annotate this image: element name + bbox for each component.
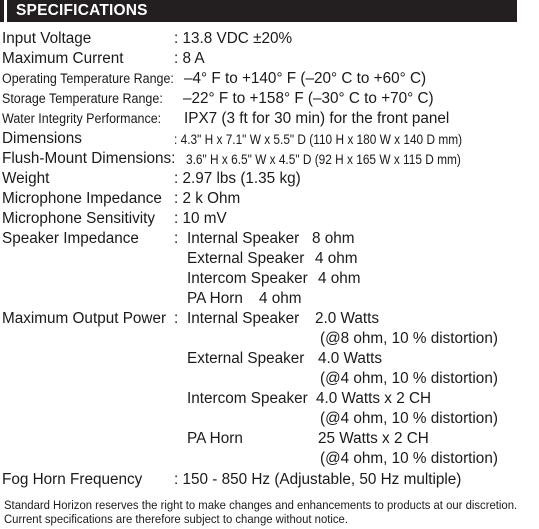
flush-mount-value: 3.6" H x 6.5" W x 4.5" D (92 H x 165 W x 115 D mm) bbox=[186, 152, 461, 167]
dimensions-label: Dimensions bbox=[2, 130, 82, 147]
output-item-value: 2.0 Watts bbox=[315, 310, 380, 327]
max-current-value: : 8 A bbox=[174, 50, 205, 67]
speaker-impedance-item-value: 4 ohm bbox=[318, 270, 361, 287]
max-current-label: Maximum Current bbox=[2, 50, 124, 67]
storage-temp-value: –22° F to +158° F (–30° C to +70° C) bbox=[183, 90, 434, 107]
input-voltage-value: : 13.8 VDC ±20% bbox=[174, 30, 293, 47]
output-item-note: (@4 ohm, 10 % distortion) bbox=[320, 370, 498, 387]
speaker-impedance-label: Speaker Impedance bbox=[2, 230, 139, 247]
speaker-impedance-item-name: External Speaker bbox=[187, 250, 305, 267]
speaker-impedance-item-value: 4 ohm bbox=[259, 290, 302, 307]
section-title: SPECIFICATIONS bbox=[16, 2, 148, 19]
speaker-impedance-colon: : bbox=[174, 230, 179, 247]
output-item-note: (@4 ohm, 10 % distortion) bbox=[320, 450, 498, 467]
speaker-impedance-item-value: 8 ohm bbox=[312, 230, 355, 247]
output-item-name: PA Horn bbox=[187, 430, 243, 447]
weight-value: : 2.97 lbs (1.35 kg) bbox=[174, 170, 301, 187]
disclaimer-line-2: Current specifications are therefore subject to change without notice. bbox=[4, 512, 348, 526]
mic-sensitivity-value: : 10 mV bbox=[174, 210, 227, 227]
output-item-name: Intercom Speaker bbox=[187, 390, 308, 407]
operating-temp-value: –4° F to +140° F (–20° C to +60° C) bbox=[184, 70, 427, 87]
mic-impedance-value: : 2 k Ohm bbox=[174, 190, 241, 207]
speaker-impedance-item-name: PA Horn bbox=[187, 290, 243, 307]
output-item-value: 4.0 Watts bbox=[318, 350, 383, 367]
water-integrity-value: IPX7 (3 ft for 30 min) for the front panel bbox=[184, 110, 450, 127]
output-item-value: 25 Watts x 2 CH bbox=[318, 430, 429, 447]
header-accent-bar bbox=[4, 0, 7, 22]
output-item-name: External Speaker bbox=[187, 350, 305, 367]
weight-label: Weight bbox=[2, 170, 50, 187]
fog-horn-label: Fog Horn Frequency bbox=[2, 471, 143, 488]
output-item-note: (@8 ohm, 10 % distortion) bbox=[320, 330, 498, 347]
section-header bbox=[0, 0, 517, 22]
output-item-value: 4.0 Watts x 2 CH bbox=[316, 390, 432, 407]
speaker-impedance-item-value: 4 ohm bbox=[315, 250, 358, 267]
speaker-impedance-item-name: Intercom Speaker bbox=[187, 270, 308, 287]
operating-temp-label: Operating Temperature Range: bbox=[2, 71, 174, 87]
speaker-impedance-item-name: Internal Speaker bbox=[187, 230, 300, 247]
water-integrity-label: Water Integrity Performance: bbox=[2, 111, 162, 127]
dimensions-value: : 4.3" H x 7.1" W x 5.5" D (110 H x 180 W x 140 D mm) bbox=[174, 132, 463, 147]
mic-sensitivity-label: Microphone Sensitivity bbox=[2, 210, 156, 227]
max-output-power-label: Maximum Output Power bbox=[2, 310, 167, 327]
fog-horn-value: : 150 - 850 Hz (Adjustable, 50 Hz multiple) bbox=[174, 471, 462, 488]
disclaimer-line-1: Standard Horizon reserves the right to make changes and enhancements to products at our discretion. bbox=[4, 498, 518, 512]
storage-temp-label: Storage Temperature Range: bbox=[2, 91, 163, 107]
mic-impedance-label: Microphone Impedance bbox=[2, 190, 162, 207]
input-voltage-label: Input Voltage bbox=[2, 30, 92, 47]
flush-mount-label: Flush-Mount Dimensions: bbox=[2, 150, 176, 167]
output-item-note: (@4 ohm, 10 % distortion) bbox=[320, 410, 498, 427]
output-item-name: Internal Speaker bbox=[187, 310, 300, 327]
max-output-power-colon: : bbox=[174, 310, 179, 327]
